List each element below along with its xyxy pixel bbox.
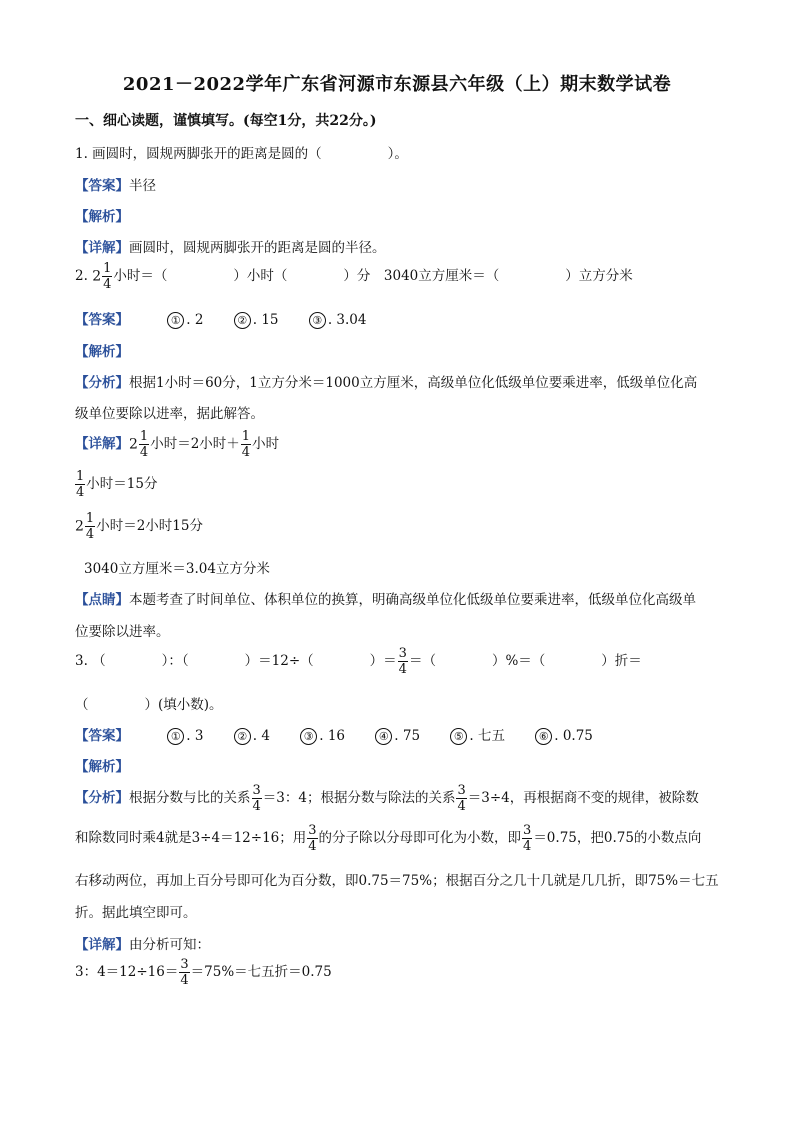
- q3-fenxi-1: 【分析】根据分数与比的关系 $\frac{3}{4}$ ＝3：4；根据分数与除法的关系 $\frac{3}{4}$ ＝3÷4，再根据商不变的规律，被除数: [75, 783, 699, 814]
- q3-stem-c: ）＝12÷（: [244, 653, 314, 669]
- question-2: [75, 262, 633, 291]
- question-3-cont: （ ）(填小数)。: [75, 697, 223, 713]
- q2-number: 2.: [75, 268, 88, 284]
- q3-fenxi-2: 和除数同时乘4就是3÷4＝12÷16；用 $\frac{3}{4}$ 的分子除以分母即可化为小数，即 $\frac{3}{4}$ ＝0.75，把0.75的小数点向: [75, 823, 702, 854]
- q1-answer-text: 半径: [129, 178, 156, 194]
- q2-detail-4: 3040立方厘米＝3.04立方分米: [84, 561, 270, 577]
- q2-detail-fraction-b: $\frac{1}{4}$: [241, 429, 251, 460]
- q2-detail-3: 2 $\frac{1}{4}$ 小时＝2小时15分: [75, 511, 203, 542]
- q3-detail-eq: 3：4＝12÷16＝ $\frac{3}{4}$ ＝75%＝七五折＝0.75: [75, 957, 332, 988]
- dianjing-label: 【点睛】: [75, 592, 129, 608]
- q3-answer-4: ④ . 75: [375, 728, 420, 745]
- q2-dianjing-line1: 本题考查了时间单位、体积单位的换算，明确高级单位化低级单位要乘进率，低级单位化高级单: [129, 592, 696, 608]
- q1-analysis: [75, 205, 129, 225]
- q2-answer-2: ② . 15: [234, 312, 279, 329]
- q2-dianjing: [75, 588, 696, 608]
- analysis-label: 【解析】: [75, 209, 129, 225]
- q2-whole: 2: [92, 268, 102, 285]
- q2-analysis: [75, 340, 129, 360]
- analysis-label: 【解析】: [75, 344, 129, 360]
- q2-stem-a: 小时＝（: [113, 268, 168, 284]
- q2-stem-d: ）立方分米: [565, 268, 633, 284]
- q3-detail: 【详解】由分析可知：: [75, 937, 210, 953]
- q2-fenxi-cont: 级单位要除以进率，据此解答。: [75, 406, 264, 422]
- q2-fenxi: [75, 371, 697, 391]
- q3-answer: [75, 724, 619, 745]
- page-title: 2021－2022学年广东省河源市东源县六年级（上）期末数学试卷: [122, 74, 672, 95]
- answer-label: 【答案】: [75, 728, 129, 744]
- q2-detail-1a: 小时＝2小时＋: [150, 436, 240, 452]
- q3-fenxi-4: 折。据此填空即可。: [75, 905, 197, 921]
- q1-detail: [75, 236, 386, 256]
- q3-answer-5: ⑤ . 七五: [450, 724, 505, 745]
- detail-label: 【详解】: [75, 937, 129, 953]
- q2-answer-1: ① . 2: [167, 312, 203, 329]
- q2-stem-c: ）分 3040立方厘米＝（: [343, 268, 500, 284]
- q3-stem-e: ＝（: [408, 653, 436, 669]
- q3-analysis: [75, 755, 129, 775]
- q2-fenxi-line1: 根据1小时＝60分，1立方分米＝1000立方厘米，高级单位化低级单位要乘进率，低级单位化高: [129, 375, 698, 391]
- q2-detail-1b: 小时: [252, 436, 280, 452]
- q3-stem-g: ）折＝: [601, 653, 642, 669]
- q1-stem-end: ）。: [387, 146, 408, 162]
- q2-dianjing-cont: 位要除以进率。: [75, 624, 170, 640]
- q3-answer-3: ③ . 16: [300, 728, 345, 745]
- q3-answer-6: ⑥ . 0.75: [535, 728, 593, 745]
- q3-stem-b: ）：（: [161, 653, 189, 669]
- q3-answer-1: ① . 3: [167, 728, 203, 745]
- answer-label: 【答案】: [75, 312, 129, 328]
- q2-stem-b: ）小时（: [233, 268, 288, 284]
- fenxi-label: 【分析】: [75, 375, 129, 391]
- q1-stem-start: 1. 画圆时，圆规两脚张开的距离是圆的（: [75, 146, 322, 162]
- q3-stem-f: ）%＝（: [491, 653, 546, 669]
- detail-label: 【详解】: [75, 436, 129, 452]
- question-1: [75, 142, 408, 162]
- analysis-label: 【解析】: [75, 759, 129, 775]
- q2-answer: [75, 308, 392, 329]
- q3-fenxi-3: 右移动两位，再加上百分号即可化为百分数，即0.75＝75%；根据百分之几十几就是几几折，即75%＝七五: [75, 873, 719, 889]
- question-3: [75, 647, 642, 676]
- q2-detail-fraction: $\frac{1}{4}$: [139, 429, 149, 460]
- q2-fraction: $\frac{1}{4}$: [103, 261, 112, 292]
- q2-answer-3: ③ . 3.04: [309, 312, 367, 329]
- q2-detail-2: $\frac{1}{4}$ 小时＝15分: [76, 469, 158, 500]
- q3-answer-2: ② . 4: [234, 728, 270, 745]
- q3-stem-a: 3. （: [75, 653, 106, 669]
- q1-detail-text: 画圆时，圆规两脚张开的距离是圆的半径。: [129, 240, 386, 256]
- section-heading: 一、细心读题，谨慎填写。(每空1分，共22分。): [75, 113, 377, 129]
- fenxi-label: 【分析】: [75, 790, 129, 806]
- detail-label: 【详解】: [75, 240, 129, 256]
- q3-stem-d: ）＝: [369, 653, 397, 669]
- q3-fraction: $\frac{3}{4}$: [398, 646, 407, 677]
- q2-detail: 【详解】2 $\frac{1}{4}$ 小时＝2小时＋ $\frac{1}{4}$ 小时: [75, 429, 280, 460]
- answer-label: 【答案】: [75, 178, 129, 194]
- q1-answer: [75, 174, 156, 194]
